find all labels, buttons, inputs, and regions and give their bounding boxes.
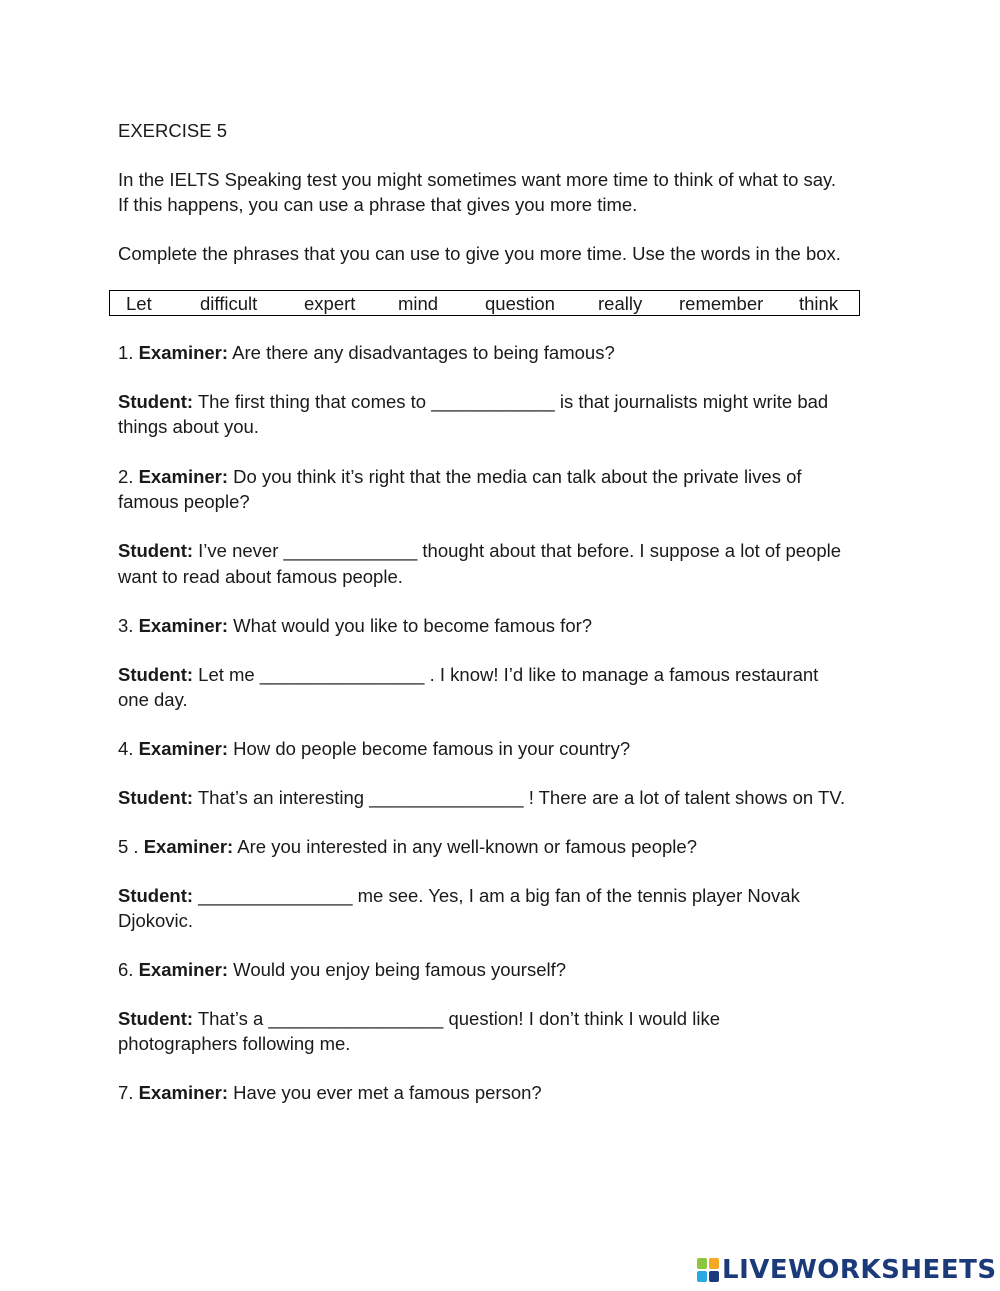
intro-line-2: If this happens, you can use a phrase that gives you more time. xyxy=(118,194,638,215)
student-answer-1: Student: The first thing that comes to ____________ is that journalists might write bad xyxy=(118,391,829,412)
logo-square xyxy=(709,1258,719,1269)
word-box-item: think xyxy=(799,293,839,314)
instruction-text: Complete the phrases that you can use to give you more time. Use the words in the box. xyxy=(118,243,841,264)
examiner-question-2: 2. Examiner: Do you think it’s right that the media can talk about the private lives of xyxy=(118,466,802,487)
student-answer-2-line-2: want to read about famous people. xyxy=(118,566,403,587)
logo-square xyxy=(709,1271,719,1282)
word-box-item: expert xyxy=(304,293,356,314)
word-box-item: question xyxy=(485,293,555,314)
examiner-question-2-line-2: famous people? xyxy=(118,491,250,512)
liveworksheets-logo[interactable] xyxy=(697,1256,997,1284)
student-answer-6-line-2: photographers following me. xyxy=(118,1033,351,1054)
examiner-question-7: 7. Examiner: Have you ever met a famous person? xyxy=(118,1082,542,1103)
logo-square xyxy=(697,1258,707,1269)
word-box-item: mind xyxy=(398,293,439,314)
student-answer-3: Student: Let me ________________ . I know! I’d like to manage a famous restaurant xyxy=(118,664,819,685)
logo-square xyxy=(697,1271,707,1282)
examiner-question-5: 5 . Examiner: Are you interested in any well-known or famous people? xyxy=(118,836,697,857)
logo-wordmark: LIVEWORKSHEETS xyxy=(722,1255,997,1285)
student-answer-4: Student: That’s an interesting _______________ ! There are a lot of talent shows on TV. xyxy=(118,787,846,808)
examiner-question-3: 3. Examiner: What would you like to become famous for? xyxy=(118,615,593,636)
student-answer-2: Student: I’ve never _____________ thought about that before. I suppose a lot of people xyxy=(118,540,842,561)
liveworksheets-logo-icon xyxy=(697,1258,719,1282)
exercise-title: EXERCISE 5 xyxy=(118,120,227,141)
student-answer-1-line-2: things about you. xyxy=(118,416,259,437)
word-box xyxy=(109,290,860,316)
student-answer-5: Student: _______________ me see. Yes, I am a big fan of the tennis player Novak xyxy=(118,885,800,906)
word-box-item: really xyxy=(598,293,643,314)
word-box-item: remember xyxy=(679,293,764,314)
student-answer-3-line-2: one day. xyxy=(118,689,188,710)
examiner-question-1: 1. Examiner: Are there any disadvantages to being famous? xyxy=(118,342,615,363)
word-box-item: difficult xyxy=(200,293,258,314)
word-box-item: Let xyxy=(126,293,152,314)
examiner-question-4: 4. Examiner: How do people become famous in your country? xyxy=(118,738,631,759)
intro-line-1: In the IELTS Speaking test you might sometimes want more time to think of what to say. xyxy=(118,169,837,190)
student-answer-5-line-2: Djokovic. xyxy=(118,910,194,931)
student-answer-1-line-1: The first thing that comes to ____________ is that journalists might write bad xyxy=(193,391,829,412)
examiner-question-6: 6. Examiner: Would you enjoy being famous yourself? xyxy=(118,959,567,980)
student-answer-6: Student: That’s a _________________ question! I don’t think I would like xyxy=(118,1008,720,1029)
